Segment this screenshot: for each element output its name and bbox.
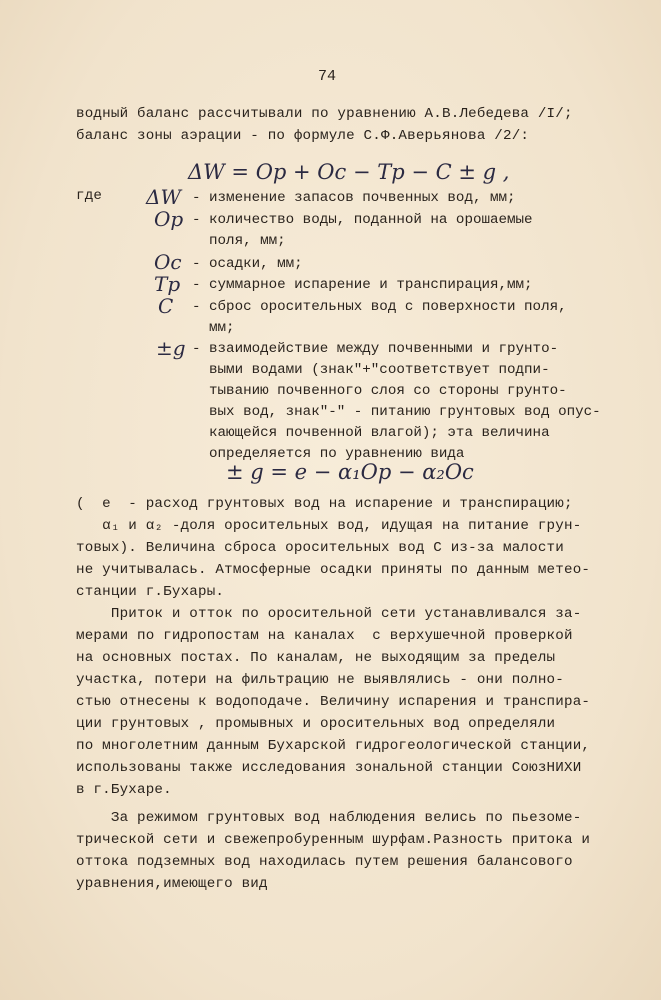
legend-g-4: вых вод, знак"-" - питанию грунтовых вод опус- [192, 404, 601, 420]
legend-op-1: - количество воды, поданной на орошаемые [192, 212, 533, 228]
legend-delta-w-1: - изменение запасов почвенных вод, мм; [192, 190, 516, 206]
symbol-tp: Tp [154, 272, 181, 296]
para2-line-7: по многолетним данным Бухарской гидрогеологической станции, [76, 738, 591, 754]
note-line-5: станции г.Бухары. [76, 584, 225, 600]
symbol-pm-g: ±g [156, 336, 186, 360]
formula-water-balance: ΔW = Op + Oc − Tp − C ± g , [188, 160, 510, 184]
note-line-1: ( e - расход грунтовых вод на испарение и транспирацию; [76, 496, 573, 512]
symbol-op: Op [154, 207, 184, 231]
symbol-delta-w: ΔW [146, 185, 181, 209]
legend-c-2: мм; [192, 320, 235, 336]
para2-line-8: использованы также исследования зональной станции СоюзНИХИ [76, 760, 582, 776]
para2-line-5: стью отнесены к водоподаче. Величину испарения и транспира- [76, 694, 591, 710]
where-label: где [76, 188, 103, 204]
legend-g-1: - взаимодействие между почвенными и грунто- [192, 341, 559, 357]
intro-line-1: водный баланс рассчитывали по уравнению А.В.Лебедева /I/; [76, 106, 573, 122]
para2-line-6: ции грунтовых , промывных и оросительных вод определяли [76, 716, 556, 732]
para2-line-4: участка, потери на фильтрацию не выявлялись - они полно- [76, 672, 564, 688]
legend-g-2: выми водами (знак"+"соответствует подпи- [192, 362, 550, 378]
legend-g-6: определяется по уравнению вида [192, 446, 465, 462]
intro-line-2: баланс зоны аэрации - по формуле С.Ф.Аверьянова /2/: [76, 128, 530, 144]
note-line-3: товых). Величина сброса оросительных вод С из-за малости [76, 540, 564, 556]
note-line-4: не учитывалась. Атмосферные осадки приняты по данным метео- [76, 562, 591, 578]
legend-g-5: кающейся почвенной влагой); эта величина [192, 425, 550, 441]
para2-line-2: мерами по гидропостам на каналах с верхушечной проверкой [76, 628, 573, 644]
formula-groundwater-exchange: ± g = e − α₁Op − α₂Oc [226, 460, 474, 484]
symbol-c: C [158, 294, 174, 318]
para2-line-3: на основных постах. По каналам, не выходящим за пределы [76, 650, 556, 666]
para2-line-9: в г.Бухаре. [76, 782, 172, 798]
legend-c-1: - сброс оросительных вод с поверхности поля, [192, 299, 567, 315]
legend-op-2: поля, мм; [192, 233, 286, 249]
legend-oc-1: - осадки, мм; [192, 256, 303, 272]
para3-line-4: уравнения,имеющего вид [76, 876, 268, 892]
note-line-2: α₁ и α₂ -доля оросительных вод, идущая на питание грун- [76, 518, 582, 534]
para3-line-1: За режимом грунтовых вод наблюдения велись по пьезоме- [76, 810, 582, 826]
legend-tp-1: - суммарное испарение и транспирация,мм; [192, 277, 533, 293]
para3-line-2: трической сети и свежепробуренным шурфам.Разность притока и [76, 832, 591, 848]
para3-line-3: оттока подземных вод находилась путем решения балансового [76, 854, 573, 870]
para2-line-1: Приток и отток по оросительной сети устанавливался за- [76, 606, 582, 622]
legend-g-3: тыванию почвенного слоя со стороны грунто- [192, 383, 567, 399]
page-number: 74 [318, 68, 337, 85]
symbol-oc: Oc [154, 250, 182, 274]
